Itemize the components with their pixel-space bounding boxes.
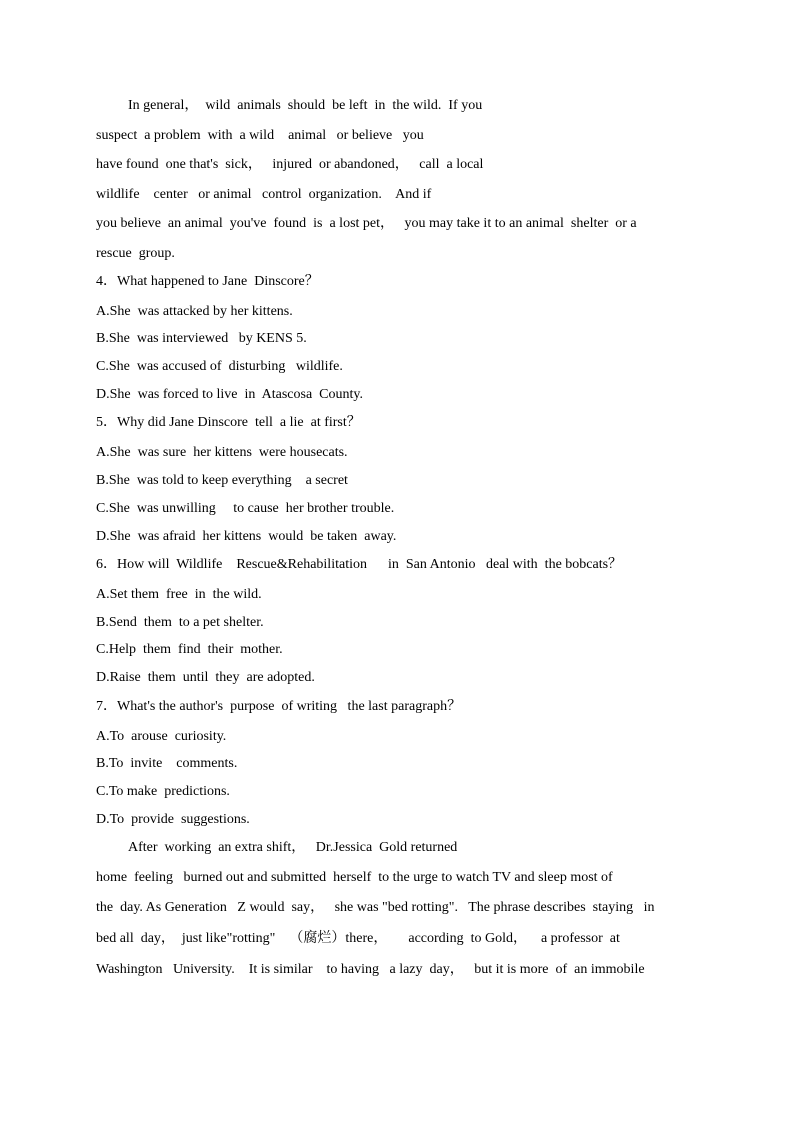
passage-line: the day. As Generation Z would say， she was "bed rotting". The phrase describes staying in [96, 900, 655, 915]
answer-option: A.Set them free in the wild. [96, 587, 262, 602]
answer-option: D.To provide suggestions. [96, 812, 250, 827]
passage-line: wildlife center or animal control organization. And if [96, 187, 432, 202]
answer-option: C.To make predictions. [96, 784, 230, 799]
question-stem: 7．What's the author's purpose of writing the last paragraph？ [96, 699, 462, 714]
answer-option: C.Help them find their mother. [96, 642, 283, 657]
answer-option: A.She was sure her kittens were housecats. [96, 445, 348, 460]
passage-line: you believe an animal you've found is a lost pet， you may take it to an animal shelter or a [96, 216, 637, 231]
passage-line: home feeling burned out and submitted herself to the urge to watch TV and sleep most of [96, 870, 613, 885]
answer-option: D.Raise them until they are adopted. [96, 670, 315, 685]
answer-option: B.Send them to a pet shelter. [96, 615, 264, 630]
answer-option: D.She was afraid her kittens would be taken away. [96, 529, 397, 544]
answer-option: D.She was forced to live in Atascosa County. [96, 387, 363, 402]
answer-option: C.She was unwilling to cause her brother trouble. [96, 501, 395, 516]
answer-option: B.She was interviewed by KENS 5. [96, 331, 307, 346]
passage-line: suspect a problem with a wild animal or believe you [96, 128, 424, 143]
passage-line: In general， wild animals should be left in the wild. If you [128, 98, 483, 113]
answer-option: B.She was told to keep everything a secret [96, 473, 348, 488]
answer-option: C.She was accused of disturbing wildlife. [96, 359, 343, 374]
passage-line: bed all day， just like"rotting" （腐烂）there， according to Gold， a professor at [96, 931, 620, 946]
question-stem: 6．How will Wildlife Rescue&Rehabilitation in San Antonio deal with the bobcats？ [96, 557, 623, 572]
answer-option: A.To arouse curiosity. [96, 729, 227, 744]
question-stem: 4．What happened to Jane Dinscore？ [96, 274, 319, 289]
passage-line: have found one that's sick， injured or abandoned， call a local [96, 157, 484, 172]
passage-line: rescue group. [96, 246, 175, 261]
question-stem: 5．Why did Jane Dinscore tell a lie at first？ [96, 415, 361, 430]
answer-option: B.To invite comments. [96, 756, 238, 771]
answer-option: A.She was attacked by her kittens. [96, 304, 293, 319]
passage-line: After working an extra shift， Dr.Jessica Gold returned [128, 840, 458, 855]
passage-line: Washington University. It is similar to having a lazy day， but it is more of an immobile [96, 962, 645, 977]
